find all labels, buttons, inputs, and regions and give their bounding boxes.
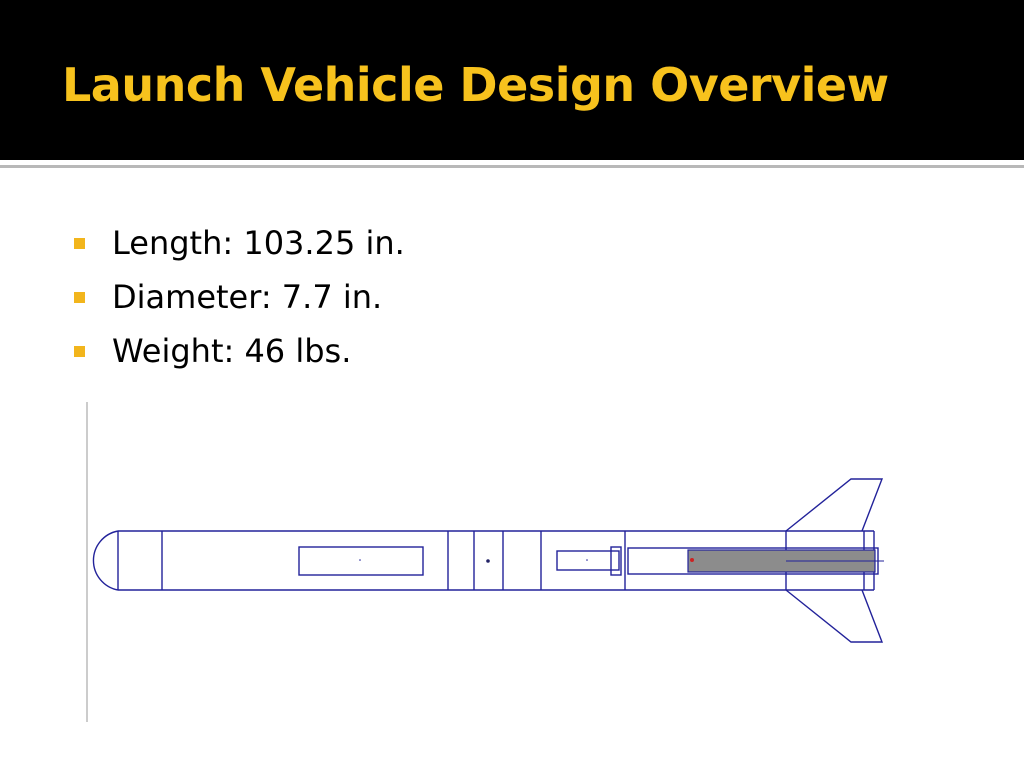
cp-marker [486, 559, 490, 563]
avionics-center-dot [586, 559, 588, 561]
spec-diameter-text: Diameter: 7.7 in. [112, 278, 383, 316]
slide-title: Launch Vehicle Design Overview [62, 58, 889, 112]
fin-upper [786, 479, 882, 531]
avionics-bay [557, 551, 619, 570]
cg-marker [690, 558, 694, 562]
fin-lower [786, 590, 882, 642]
payload-bay [299, 547, 423, 575]
payload-center-dot [359, 559, 361, 561]
nose-cone [93, 531, 118, 590]
spec-weight-text: Weight: 46 lbs. [112, 332, 352, 370]
spec-length-text: Length: 103.25 in. [112, 224, 405, 262]
